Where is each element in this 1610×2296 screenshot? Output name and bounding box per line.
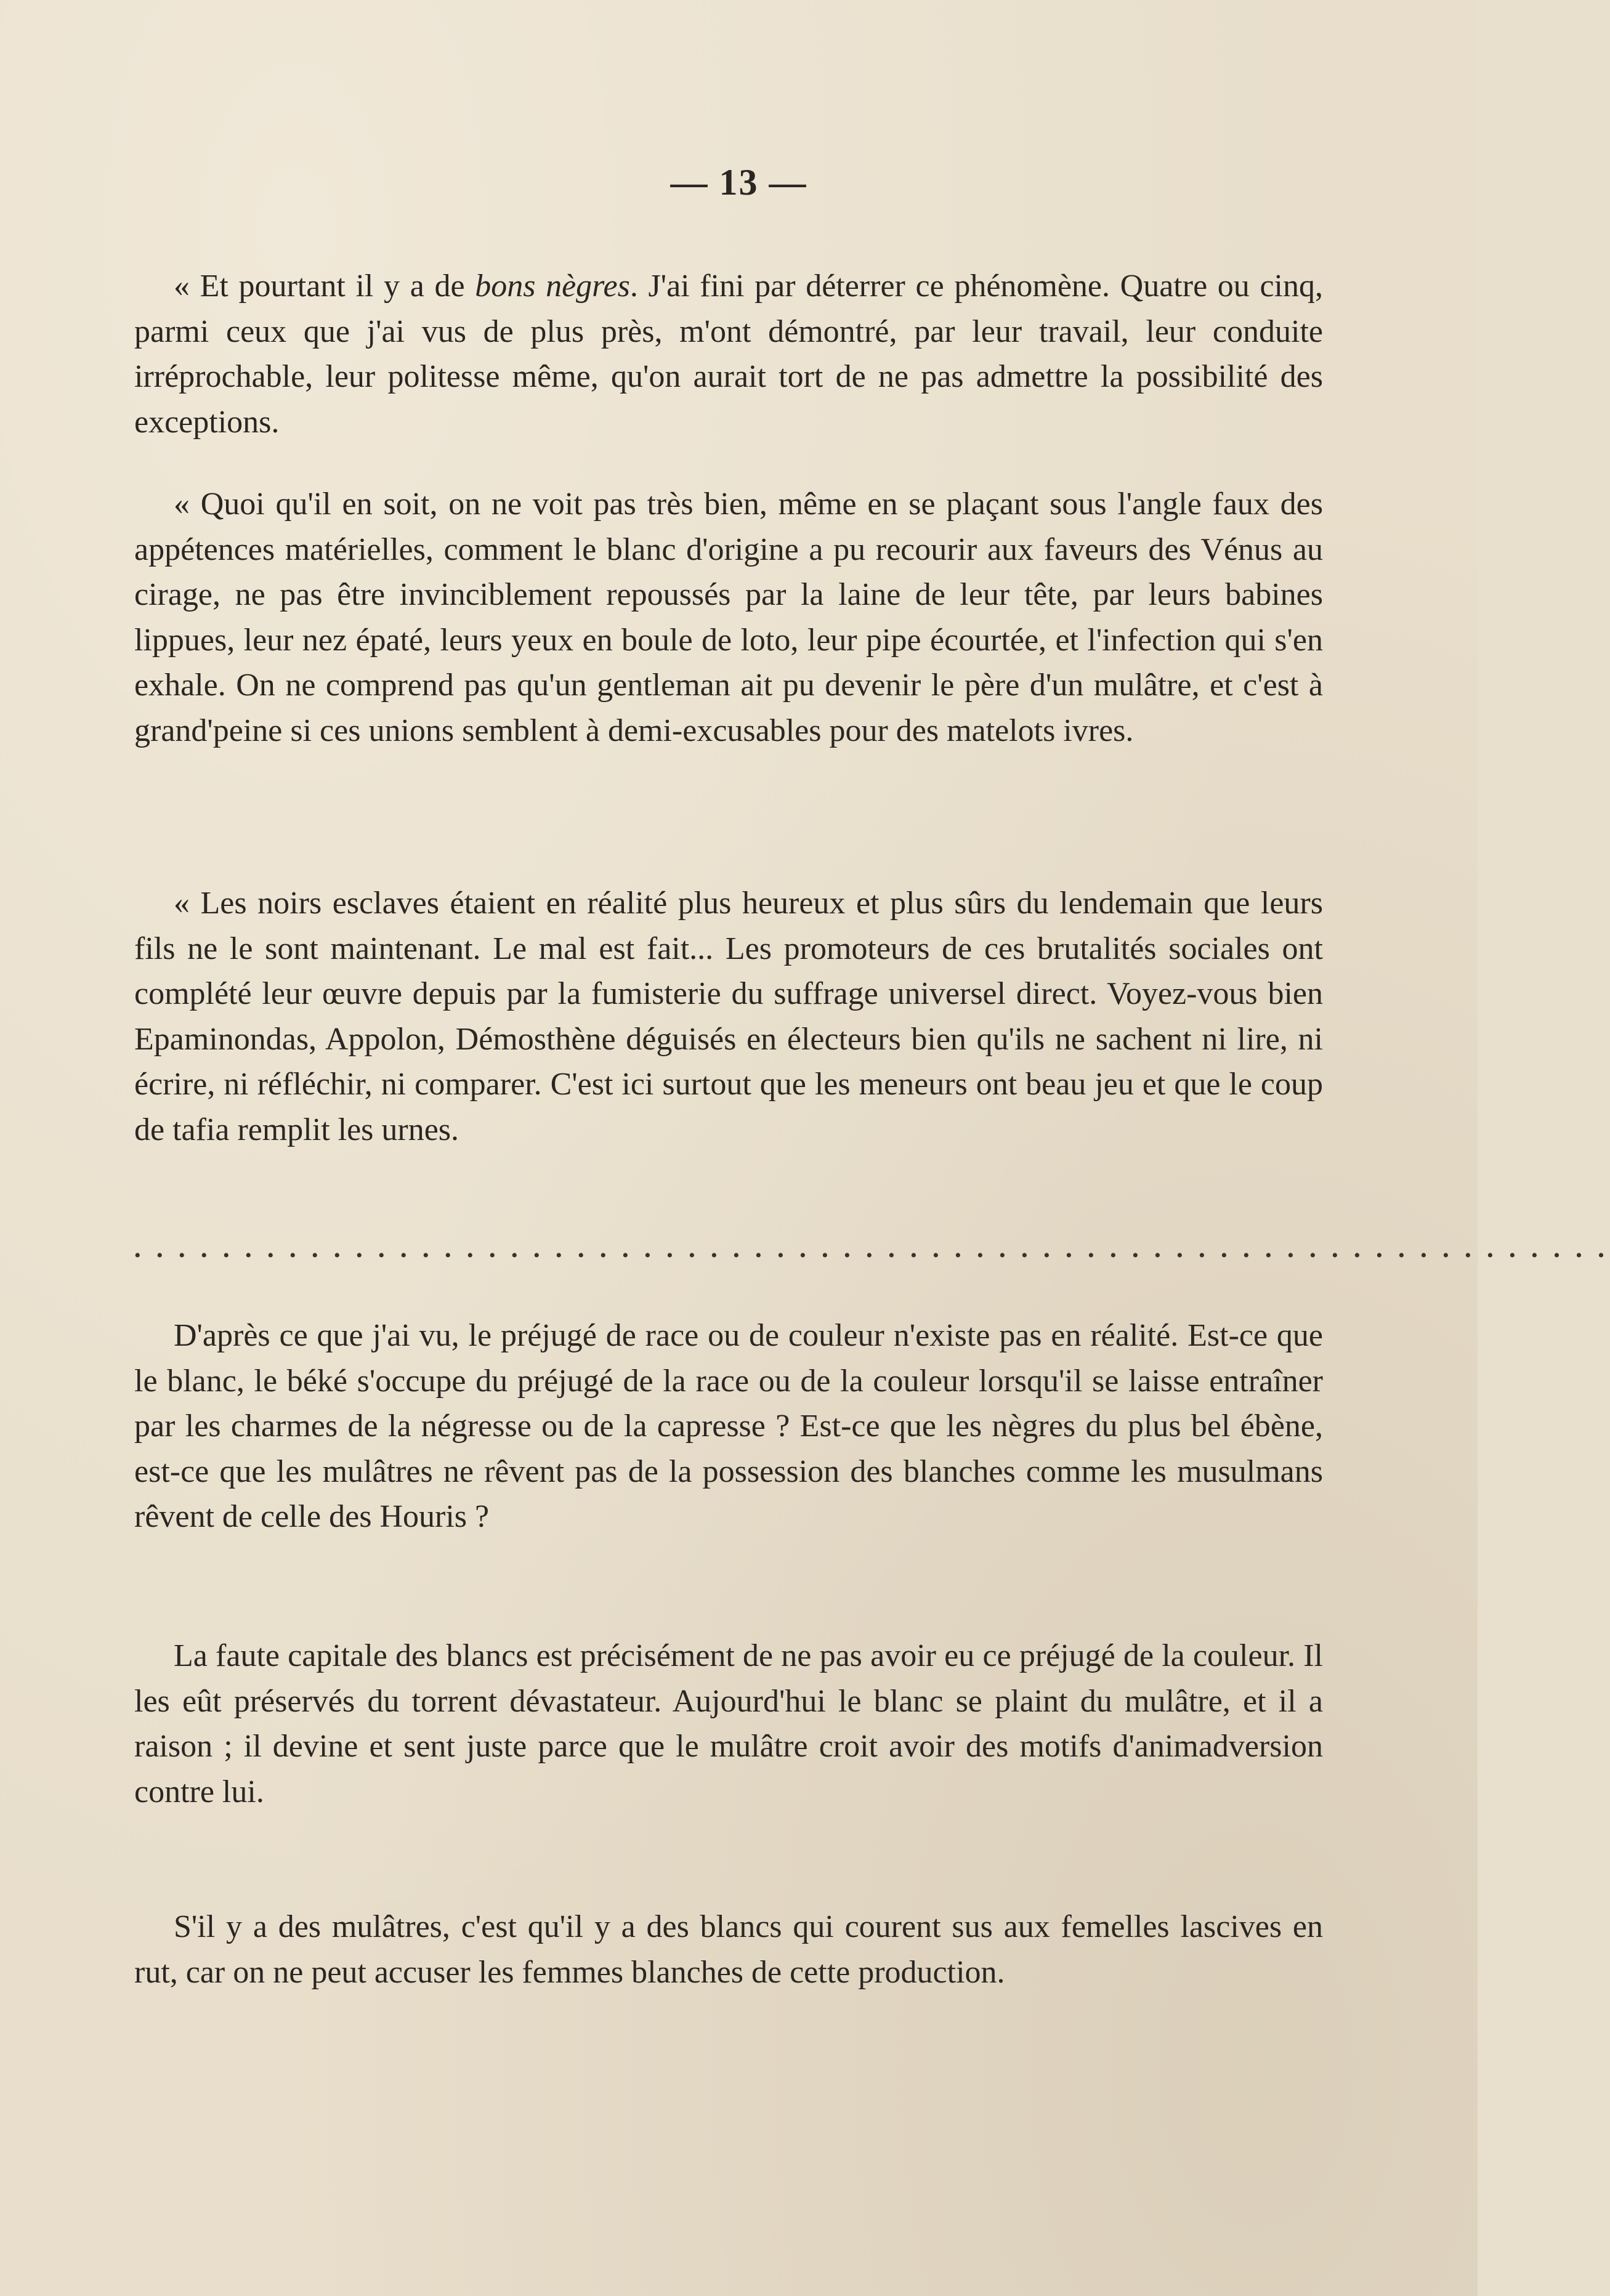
italic-phrase: bons nègres	[475, 269, 630, 304]
paragraph-text	[134, 264, 1323, 445]
paragraph-text: « Quoi qu'il en soit, on ne voit pas très bien, même en se plaçant sous l'angle faux des appétences matérielles, comment le blanc d'origine a pu recourir aux faveurs des Vénus au cirage, ne pas être invinciblement repoussés par la laine de leur tête, par leurs babines lippues, leur nez épaté, leurs yeux en boule de loto, leur pipe écourtée, et l'infection qui s'en exhale. On ne comprend pas qu'un gentleman ait pu devenir le père d'un mulâtre, et c'est à grand'peine si ces unions semblent à demi-excusables pour des matelots ivres.	[134, 487, 1323, 748]
paragraph-6	[134, 1904, 1323, 1995]
paragraph-1-start: « Et pourtant il y a de	[174, 269, 475, 304]
paragraph-text: D'après ce que j'ai vu, le préjugé de race ou de couleur n'existe pas en réalité. Est-ce que le blanc, le béké s'occupe du préjugé de la race ou de la couleur lorsqu'il se laisse entraîner par les charmes de la négresse ou de la capresse ? Est-ce que les nègres du plus bel ébène, est-ce que les mulâtres ne rêvent pas de la possession des blanches comme les musulmans rêvent de celle des Houris ?	[134, 1318, 1323, 1534]
paragraph-1-rest: . J'ai fini par déterrer ce phénomène. Quatre ou cinq, parmi ceux que j'ai vus de plus près, m'ont démontré, par leur travail, leur conduite irréprochable, leur politesse même, qu'on aurait tort de ne pas admettre la possibilité des exceptions.	[134, 269, 1323, 440]
paragraph-5	[134, 1633, 1323, 1814]
paragraph-text: La faute capitale des blancs est précisément de ne pas avoir eu ce préjugé de la couleur. Il les eût préservés du torrent dévastateur. Aujourd'hui le blanc se plaint du mulâtre, et il a raison ; il devine et sent juste parce que le mulâtre croit avoir des motifs d'animadversion contre lui.	[134, 1638, 1323, 1809]
paragraph-3	[134, 881, 1323, 1152]
paragraph-text: S'il y a des mulâtres, c'est qu'il y a des blancs qui courent sus aux femelles lascives en rut, car on ne peut accuser les femmes blanches de cette production.	[134, 1909, 1323, 1990]
paragraph-text: « Les noirs esclaves étaient en réalité plus heureux et plus sûrs du lendemain que leurs fils ne le sont maintenant. Le mal est fait... Les promoteurs de ces brutalités sociales ont complété leur œuvre depuis par la fumisterie du suffrage universel direct. Voyez-vous bien Epaminondas, Appolon, Démosthène déguisés en électeurs bien qu'ils ne sachent ni lire, ni écrire, ni réfléchir, ni comparer. C'est ici surtout que les meneurs ont beau jeu et que le coup de tafia remplit les urnes.	[134, 886, 1323, 1147]
paragraph-4	[134, 1313, 1323, 1540]
paragraph-1	[134, 264, 1323, 445]
dotted-separator: • • • • • • • • • • • • • • • • • • • • • • • • • • • • • • • • • • • • • • • • • • • • • • • • • • • • • • • • • • • • • • • • • • •	[134, 1245, 1610, 1266]
page-number: — 13 —	[670, 162, 807, 203]
paragraph-2	[134, 482, 1323, 753]
